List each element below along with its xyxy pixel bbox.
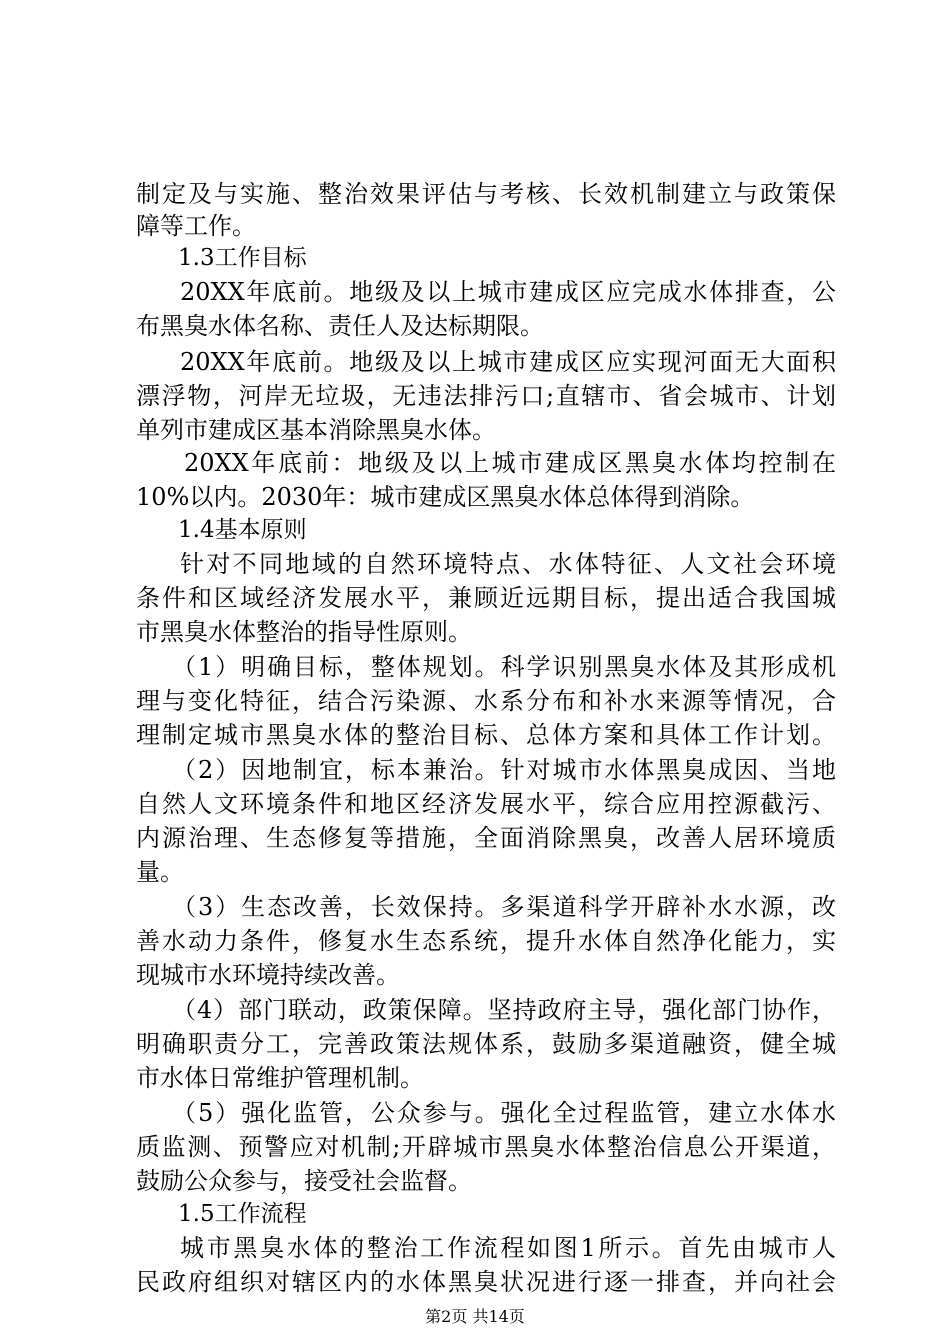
text-line: 鼓励公众参与，接受社会监督。 bbox=[136, 1167, 472, 1195]
text-line: 单列市建成区基本消除黑臭水体。 bbox=[136, 416, 496, 444]
text-line: （3）生态改善，长效保持。多渠道科学开辟补水水源，改 bbox=[172, 893, 836, 921]
section-heading: 1.4基本原则 bbox=[178, 517, 307, 543]
section-heading: 1.3工作目标 bbox=[178, 245, 307, 271]
text-line: 善水动力条件，修复水生态系统，提升水体自然净化能力，实 bbox=[136, 927, 836, 955]
text-line: （1）明确目标，整体规划。科学识别黑臭水体及其形成机 bbox=[172, 653, 836, 681]
text-line: 20XX年底前。地级及以上城市建成区应实现河面无大面积 bbox=[180, 348, 836, 376]
text-line: 漂浮物，河岸无垃圾，无违法排污口;直辖市、省会城市、计划 bbox=[136, 382, 836, 410]
text-line: 20XX年底前：地级及以上城市建成区黑臭水体均控制在 bbox=[184, 449, 836, 477]
text-line: 理制定城市黑臭水体的整治目标、总体方案和具体工作计划。 bbox=[136, 721, 836, 749]
text-line: 现城市水环境持续改善。 bbox=[136, 961, 400, 989]
text-line: 市水体日常维护管理机制。 bbox=[136, 1064, 424, 1092]
page-footer: 第2页 共14页 bbox=[425, 1307, 525, 1326]
text-line: 城市黑臭水体的整治工作流程如图1所示。首先由城市人 bbox=[180, 1234, 836, 1262]
text-line: 内源治理、生态修复等措施，全面消除黑臭，改善人居环境质 bbox=[136, 824, 836, 852]
text-line: 市黑臭水体整治的指导性原则。 bbox=[136, 618, 472, 646]
text-line: 制定及与实施、整治效果评估与考核、长效机制建立与政策保 bbox=[136, 180, 836, 208]
text-line: 民政府组织对辖区内的水体黑臭状况进行逐一排查，并向社会 bbox=[136, 1268, 836, 1296]
text-line: （4）部门联动，政策保障。坚持政府主导，强化部门协作， bbox=[172, 996, 836, 1024]
text-line: 质监测、预警应对机制;开辟城市黑臭水体整治信息公开渠道， bbox=[136, 1133, 836, 1161]
text-line: 10%以内。2030年：城市建成区黑臭水体总体得到消除。 bbox=[136, 483, 755, 511]
text-line: 20XX年底前。地级及以上城市建成区应完成水体排查，公 bbox=[180, 278, 836, 306]
text-line: 量。 bbox=[136, 858, 184, 886]
section-heading: 1.5工作流程 bbox=[178, 1201, 307, 1227]
text-line: （2）因地制宜，标本兼治。针对城市水体黑臭成因、当地 bbox=[172, 756, 836, 784]
text-line: （5）强化监管，公众参与。强化全过程监管，建立水体水 bbox=[172, 1099, 836, 1127]
text-line: 明确职责分工，完善政策法规体系，鼓励多渠道融资，健全城 bbox=[136, 1030, 836, 1058]
text-line: 条件和区域经济发展水平，兼顾近远期目标，提出适合我国城 bbox=[136, 584, 836, 612]
text-line: 布黑臭水体名称、责任人及达标期限。 bbox=[136, 312, 544, 340]
text-line: 自然人文环境条件和地区经济发展水平，综合应用控源截污、 bbox=[136, 790, 836, 818]
text-line: 理与变化特征，结合污染源、水系分布和补水来源等情况，合 bbox=[136, 687, 836, 715]
text-line: 障等工作。 bbox=[136, 212, 256, 240]
text-line: 针对不同地域的自然环境特点、水体特征、人文社会环境 bbox=[180, 550, 836, 578]
